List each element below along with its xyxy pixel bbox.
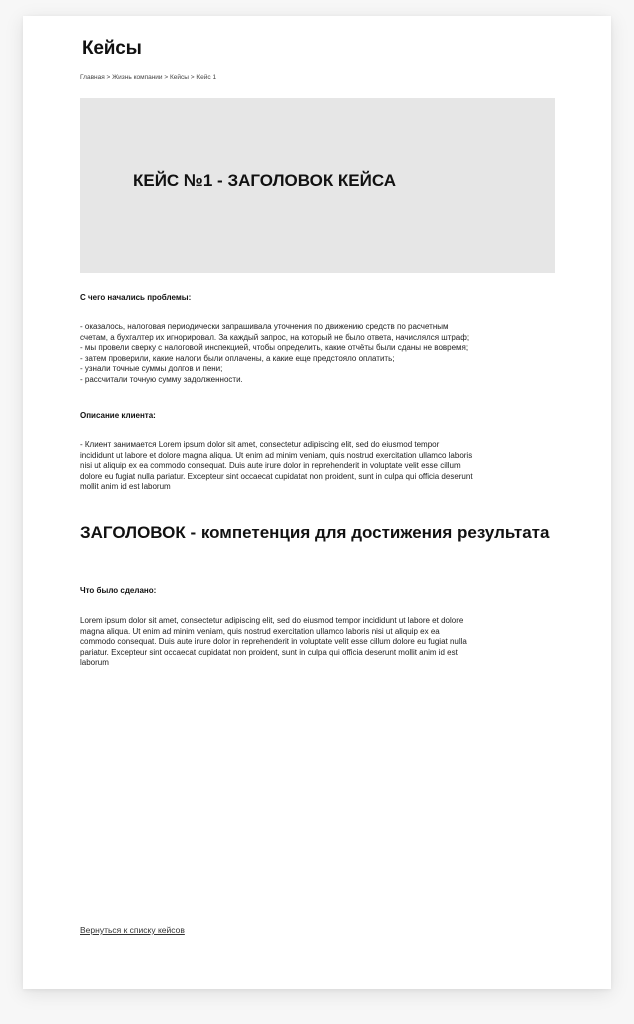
text-line: dolore eu fugiat nulla pariatur. Excepteur sint occaecat cupidatat non proident, sunt in culpa qui officia deserunt <box>80 471 473 481</box>
breadcrumb-current: Кейс 1 <box>196 74 217 81</box>
hero-banner <box>80 98 555 273</box>
breadcrumb-separator: > <box>104 74 113 81</box>
done-label: Что было сделано: <box>80 586 157 595</box>
problems-label: С чего начались проблемы: <box>80 293 192 302</box>
client-text <box>80 440 556 493</box>
breadcrumb-cases[interactable]: Кейсы <box>169 74 189 81</box>
breadcrumb <box>80 74 216 81</box>
page-card <box>23 16 611 989</box>
text-line: nisi ut aliquip ex ea commodo consequat. Duis aute irure dolor in reprehenderit in voluptate velit esse cillum <box>80 461 461 470</box>
breadcrumb-separator: > <box>188 74 197 81</box>
breadcrumb-home[interactable]: Главная <box>80 74 105 81</box>
text-line: pariatur. Excepteur sint occaecat cupidatat non proident, sunt in culpa qui officia deserunt mollit anim id est <box>80 647 458 657</box>
text-line: - затем проверили, какие налоги были оплачены, а какие еще предстояло оплатить; <box>80 353 395 363</box>
breadcrumb-company-life[interactable]: Жизнь компании <box>112 74 163 81</box>
text-line: mollit anim id est laborum <box>80 482 171 491</box>
text-line: счетам, а бухгалтер их игнорировал. За каждый запрос, на который не было ответа, начислялся штраф; <box>80 332 470 342</box>
text-line: - оказалось, налоговая периодически запрашивала уточнения по движению средств по расчетным <box>80 322 449 331</box>
text-line: - узнали точные суммы долгов и пени; <box>80 364 223 373</box>
text-line: Lorem ipsum dolor sit amet, consectetur adipiscing elit, sed do eiusmod tempor incididunt ut labore et dolore <box>80 616 464 625</box>
text-line: commodo consequat. Duis aute irure dolor in reprehenderit in voluptate velit esse cillum dolore eu fugiat nulla <box>80 637 467 646</box>
back-to-cases-link[interactable]: Вернуться к списку кейсов <box>80 925 185 935</box>
done-text <box>80 616 556 669</box>
problems-text <box>80 322 556 385</box>
breadcrumb-separator: > <box>162 74 170 81</box>
text-line: - мы провели сверку с налоговой инспекцией, чтобы определить, какие отчёты были сданы не вовремя; <box>80 343 469 352</box>
text-line: laborum <box>80 658 109 667</box>
text-line: - рассчитали точную сумму задолженности. <box>80 374 243 384</box>
text-line: - Клиент занимается Lorem ipsum dolor sit amet, consectetur adipiscing elit, sed do eiusmod tempor <box>80 440 440 449</box>
competence-heading: ЗАГОЛОВОК - компетенция для достижения результата <box>80 523 550 542</box>
hero-title: КЕЙС №1 - ЗАГОЛОВОК КЕЙСА <box>133 171 396 190</box>
text-line: incididunt ut labore et dolore magna aliqua. Ut enim ad minim veniam, quis nostrud exercitation ullamco laboris <box>80 450 473 460</box>
client-label: Описание клиента: <box>80 411 156 420</box>
text-line: magna aliqua. Ut enim ad minim veniam, quis nostrud exercitation ullamco laboris nisi ut aliquip ex ea <box>80 626 440 636</box>
page-title: Кейсы <box>82 38 142 59</box>
